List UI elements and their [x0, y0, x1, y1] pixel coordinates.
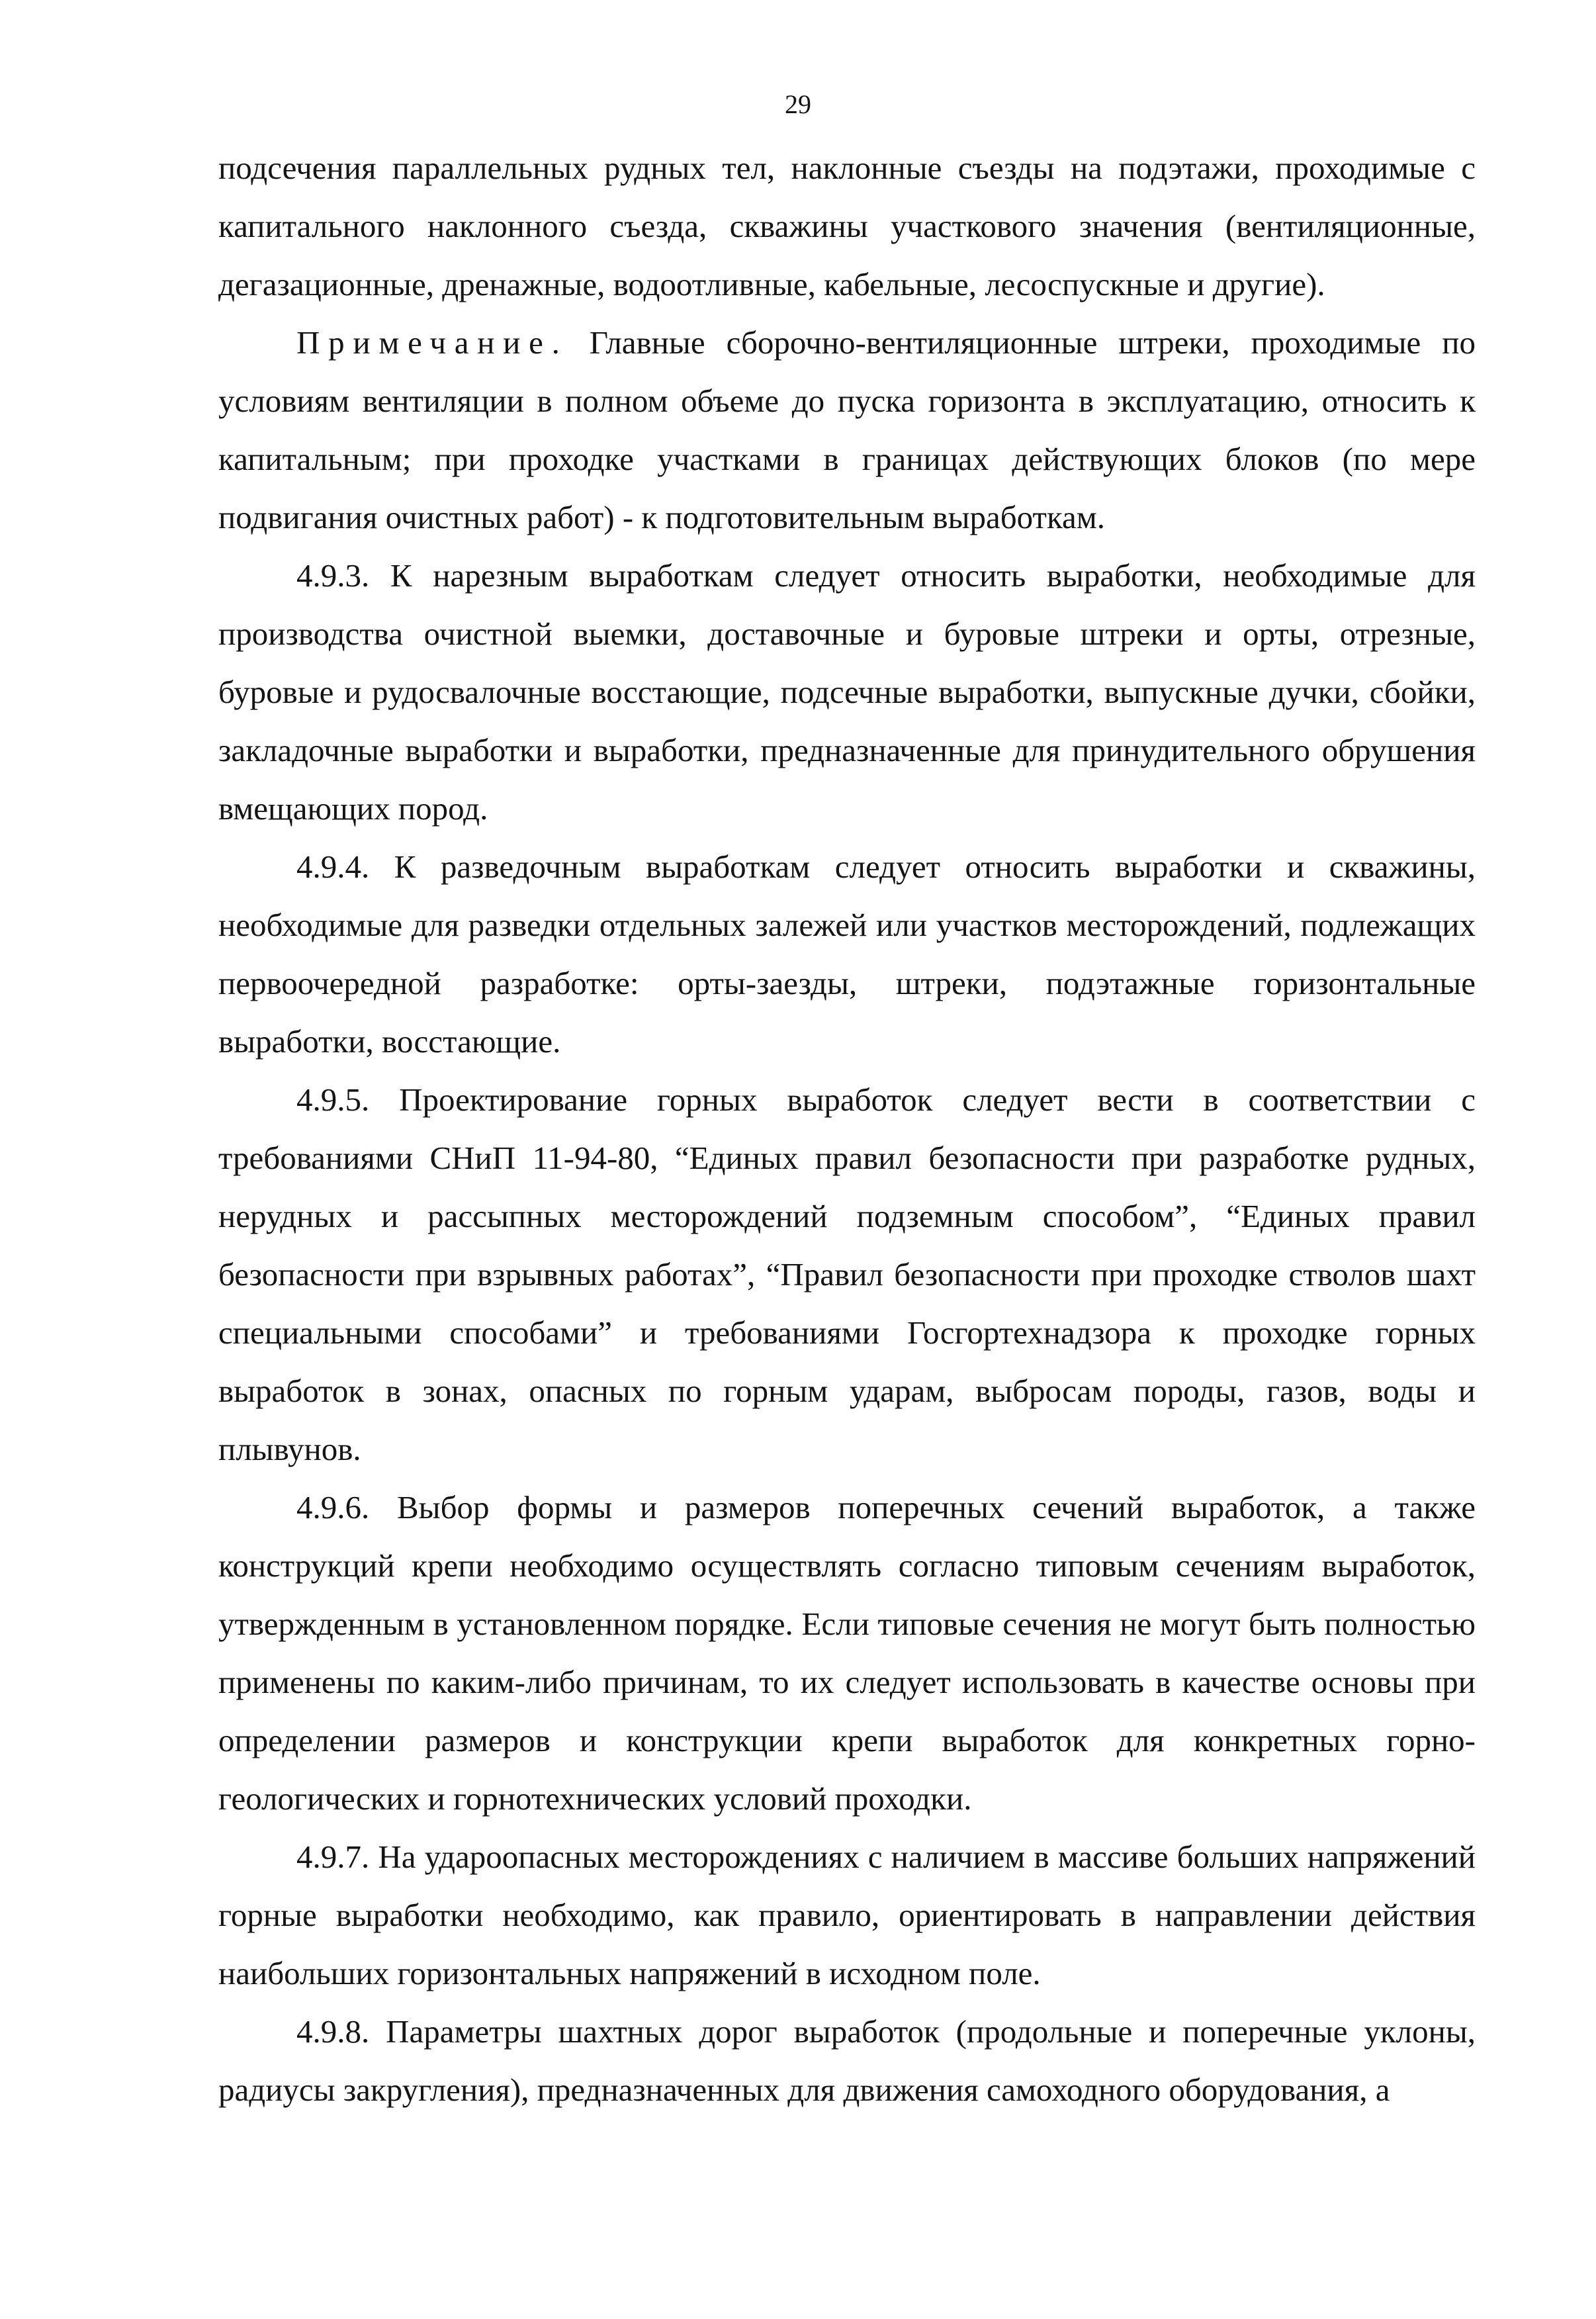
paragraph-4-9-8: 4.9.8. Параметры шахтных дорог выработок (продольные и поперечные уклоны, радиусы закругления), предназначенных для движения самоходного оборудования, а: [218, 2013, 1476, 2108]
paragraph-4-9-5: 4.9.5. Проектирование горных выработок следует вести в соответствии с требованиями СНиП 11-94-80, “Единых правил безопасности при разработке рудных, нерудных и рассыпных месторождений подземным способом”, “Единых правил безопасности при взрывных работах”, “Правил безопасности при проходке стволов шахт специальными способами” и требованиями Госгортехнадзора к проходке горных выработок в зонах, опасных по горным ударам, выбросам породы, газов, воды и плывунов.: [218, 1081, 1476, 1467]
paragraph-continuation: подсечения параллельных рудных тел, наклонные съезды на подэтажи, проходимые с капитального наклонного съезда, скважины участкового значения (вентиляционные, дегазационные, дренажные, водоотливные, кабельные, лесоспускные и другие).: [218, 150, 1476, 302]
note-label: Примечание.: [296, 324, 568, 361]
document-body: [218, 139, 1476, 2119]
paragraph-note: [218, 314, 1476, 547]
paragraph-4-9-7: 4.9.7. На удароопасных месторождениях с наличием в массиве больших напряжений горные выработки необходимо, как правило, ориентировать в направлении действия наибольших горизонтальных напряжений в исходном поле.: [218, 1839, 1476, 1991]
paragraph-4-9-6: 4.9.6. Выбор формы и размеров поперечных сечений выработок, а также конструкций крепи необходимо осуществлять согласно типовым сечениям выработок, утвержденным в установленном порядке. Если типовые сечения не могут быть полностью применены по каким-либо причинам, то их следует использовать в качестве основы при определении размеров и конструкции крепи выработок для конкретных горно-геологических и горнотехнических условий проходки.: [218, 1489, 1476, 1817]
paragraph-4-9-4: 4.9.4. К разведочным выработкам следует относить выработки и скважины, необходимые для разведки отдельных залежей или участков месторождений, подлежащих первоочередной разработке: орты-заезды, штреки, подэтажные горизонтальные выработки, восстающие.: [218, 848, 1476, 1060]
note-text: Главные сборочно-вентиляционные штреки, проходимые по условиям вентиляции в полном объеме до пуска горизонта в эксплуатацию, относить к капитальным; при проходке участками в границах действующих блоков (по мере подвигания очистных работ) - к подготовительным выработкам.: [218, 324, 1476, 535]
paragraph-4-9-3: 4.9.3. К нарезным выработкам следует относить выработки, необходимые для производства очистной выемки, доставочные и буровые штреки и орты, отрезные, буровые и рудосвалочные восстающие, подсечные выработки, выпускные дучки, сбойки, закладочные выработки и выработки, предназначенные для принудительного обрушения вмещающих пород.: [218, 557, 1476, 827]
page-number: 29: [785, 89, 811, 119]
